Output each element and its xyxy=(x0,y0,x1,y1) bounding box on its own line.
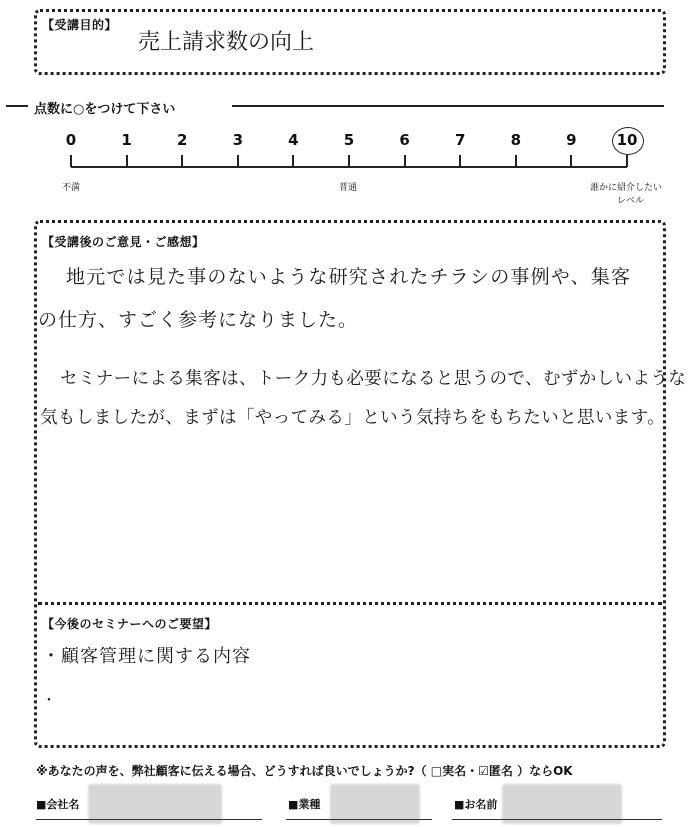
company-redaction xyxy=(88,784,222,824)
feedback-label: 【受講後のご意見・ご感想】 xyxy=(42,235,205,249)
industry-underline xyxy=(286,819,432,820)
request-line-2: ・ xyxy=(42,693,56,709)
name-underline xyxy=(452,819,662,820)
score-number-7[interactable]: 7 xyxy=(454,131,466,149)
feedback-line-2: の仕方、すごく参考になりました。 xyxy=(38,309,359,331)
name-label: ■お名前 xyxy=(454,798,498,811)
score-number-8[interactable]: 8 xyxy=(510,131,522,149)
score-heading-rule-right xyxy=(232,105,664,107)
score-scale-line xyxy=(71,166,627,168)
purpose-box xyxy=(34,9,666,75)
purpose-label: 【受講目的】 xyxy=(42,18,118,32)
selected-score-circle xyxy=(612,127,644,155)
feedback-line-4: 気もしましたが、まずは「やってみる」という気持ちをもちたいと思います。 xyxy=(40,408,666,428)
score-number-5[interactable]: 5 xyxy=(343,131,355,149)
score-heading: 点数に○をつけて下さい xyxy=(34,102,176,117)
industry-label: ■業種 xyxy=(288,798,321,811)
score-heading-rule-left xyxy=(6,105,28,107)
score-number-1[interactable]: 1 xyxy=(121,131,132,149)
request-divider xyxy=(38,602,662,605)
score-number-9[interactable]: 9 xyxy=(566,131,577,149)
company-label: ■会社名 xyxy=(36,798,80,811)
purpose-answer: 売上請求数の向上 xyxy=(138,30,315,55)
score-label-mid: 普通 xyxy=(339,183,358,193)
score-number-4[interactable]: 4 xyxy=(288,131,299,149)
score-label-high-2: レベル xyxy=(617,196,645,206)
score-number-10[interactable]: 10 xyxy=(616,131,638,149)
score-number-6[interactable]: 6 xyxy=(399,131,410,149)
score-label-high-1: 誰かに紹介したい xyxy=(590,183,663,193)
score-number-2[interactable]: 2 xyxy=(176,131,188,149)
request-line-1: ・顧客管理に関する内容 xyxy=(42,646,251,667)
feedback-line-3: セミナーによる集客は、トーク力も必要になると思うので、むずかしいような xyxy=(60,369,687,389)
score-label-low: 不満 xyxy=(62,183,81,193)
industry-redaction xyxy=(330,784,420,824)
company-underline xyxy=(36,819,262,820)
footer-question: ※あなたの声を、弊社顧客に伝える場合、どうすれば良いでしょうか?（ □実名・☑匿名 ）ならOK xyxy=(36,764,573,778)
name-redaction xyxy=(502,784,622,824)
score-number-0[interactable]: 0 xyxy=(65,131,77,149)
score-number-3[interactable]: 3 xyxy=(232,131,244,149)
feedback-line-1: 地元では見た事のないような研究されたチラシの事例や、集客 xyxy=(66,266,632,288)
feedback-box xyxy=(34,220,666,748)
request-label: 【今後のセミナーへのご要望】 xyxy=(42,617,218,631)
